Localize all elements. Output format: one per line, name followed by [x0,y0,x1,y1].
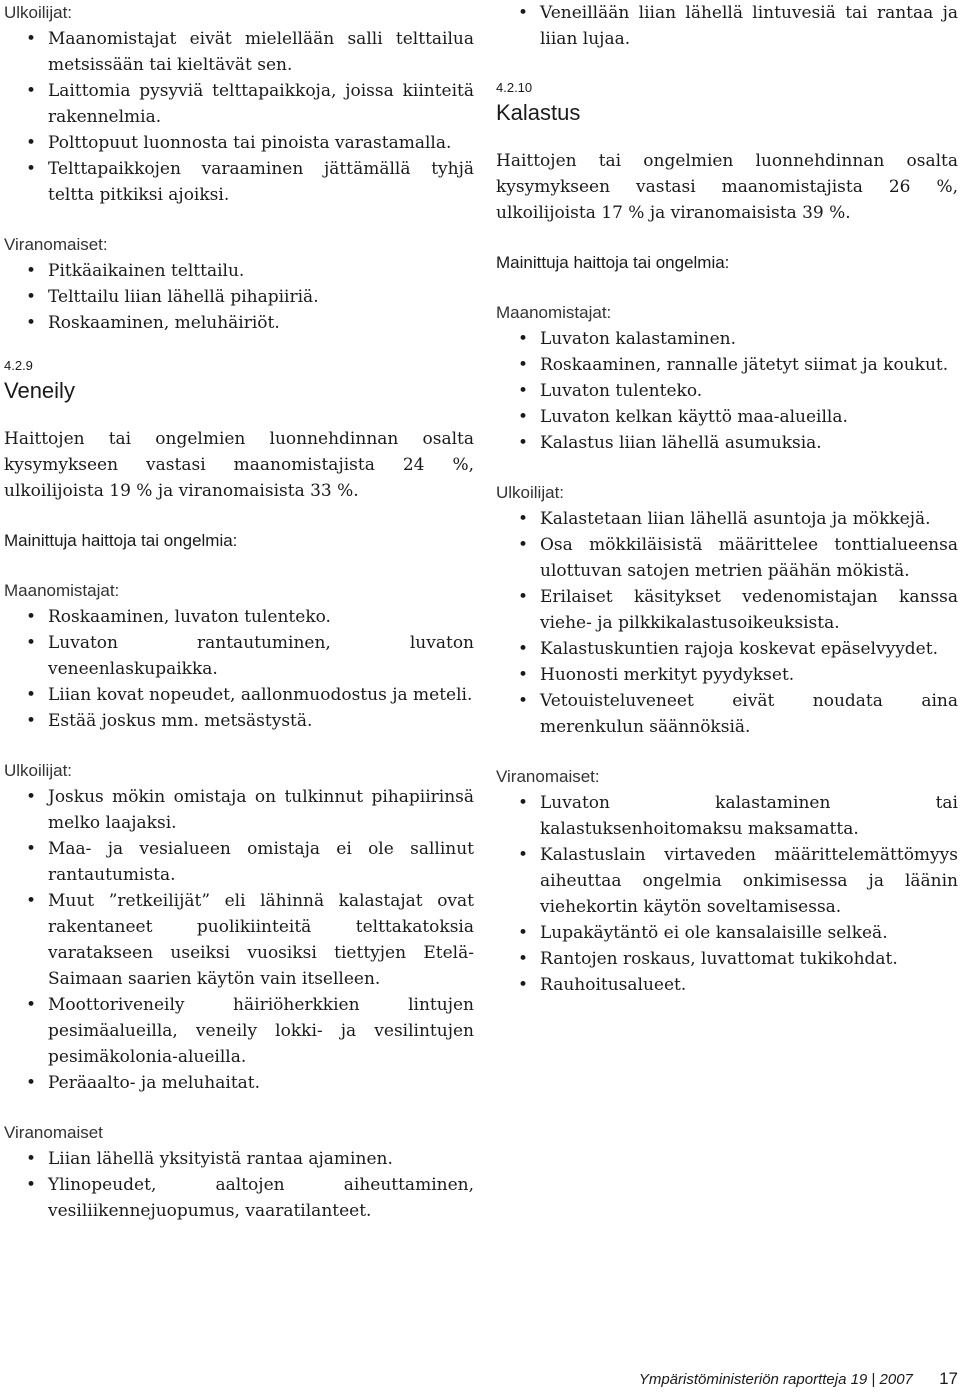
list-item: • Muut ”retkeilijät” eli lähinnä kalastajat ovat rakentaneet puolikiinteitä telttakatoksia varatakseen useiksi vuosiksi tiettyjen Etelä-Saimaan saarien käytön vain itselleen. [4,888,474,992]
list-item: • Peräaalto- ja meluhaitat. [4,1070,474,1096]
bullet-list-viranomaiset [4,1146,474,1224]
list-item: • Veneillään liian lähellä lintuvesiä tai rantaa ja liian lujaa. [496,0,958,52]
section-title: Kalastus [496,100,581,125]
publication-year: 2007 [879,1371,913,1388]
group-label-viranomaiset: Viranomaiset [4,1123,103,1142]
list-item: • Joskus mökin omistaja on tulkinnut pihapiirinsä melko laajaksi. [4,784,474,836]
page-number: 17 [939,1369,958,1388]
group-label-maanomistajat: Maanomistajat: [496,303,612,322]
group-label-maanomistajat: Maanomistajat: [4,581,120,600]
list-item: • Luvaton tulenteko. [496,378,958,404]
group-label-viranomaiset: Viranomaiset: [496,767,600,786]
list-item: • Luvaton kalastaminen tai kalastuksenhoitomaksu maksamatta. [496,790,958,842]
list-item: • Rantojen roskaus, luvattomat tukikohdat. [496,946,958,972]
bullet-list-ulkoilijat [4,784,474,1096]
list-item: • Pitkäaikainen telttailu. [4,258,474,284]
list-item: • Huonosti merkityt pyydykset. [496,662,958,688]
bullet-list-viranomaiset [496,790,958,998]
list-item: • Laittomia pysyviä telttapaikkoja, joissa kiinteitä rakennelmia. [4,78,474,130]
footer-divider: | [871,1371,880,1388]
list-item: • Maa- ja vesialueen omistaja ei ole sallinut rantautumista. [4,836,474,888]
list-item: • Roskaaminen, luvaton tulenteko. [4,604,474,630]
list-item: • Moottoriveneily häiriöherkkien lintujen pesimäalueilla, veneily lokki- ja vesilintujen pesimäkolonia-alueilla. [4,992,474,1070]
page-footer [560,1368,958,1391]
list-item: • Rauhoitusalueet. [496,972,958,998]
bullet-list-viranomaiset [4,258,474,336]
list-item: • Vetouisteluveneet eivät noudata aina merenkulun säännöksiä. [496,688,958,740]
list-item: • Luvaton kalastaminen. [496,326,958,352]
list-item: • Kalastetaan liian lähellä asuntoja ja mökkejä. [496,506,958,532]
section-number: 4.2.9 [4,358,33,373]
list-item: • Ylinopeudet, aaltojen aiheuttaminen, vesiliikennejuopumus, vaaratilanteet. [4,1172,474,1224]
list-item: • Polttopuut luonnosta tai pinoista varastamalla. [4,130,474,156]
section-subhead: Mainittuja haittoja tai ongelmia: [4,531,238,550]
list-item: • Osa mökkiläisistä määrittelee tonttialueensa ulottuvan satojen metrien päähän mökistä. [496,532,958,584]
section-number: 4.2.10 [496,80,533,95]
bullet-list-ulkoilijat [496,506,958,740]
list-item: • Kalastus liian lähellä asumuksia. [496,430,958,456]
group-label-ulkoilijat: Ulkoilijat: [496,483,565,502]
list-item: • Erilaiset käsitykset vedenomistajan kanssa viehe- ja pilkkikalastusoikeuksista. [496,584,958,636]
left-column [4,0,474,1224]
bullet-list-maanomistajat [4,604,474,734]
group-label-viranomaiset: Viranomaiset: [4,235,108,254]
list-item: • Roskaaminen, rannalle jätetyt siimat ja koukut. [496,352,958,378]
group-label-ulkoilijat: Ulkoilijat: [4,761,73,780]
list-item: • Telttapaikkojen varaaminen jättämällä tyhjä teltta pitkiksi ajoiksi. [4,156,474,208]
list-item: • Luvaton kelkan käyttö maa-alueilla. [496,404,958,430]
section-intro: Haittojen tai ongelmien luonnehdinnan osalta kysymykseen vastasi maanomistajista 24 %, ulkoilijoista 19 % ja viranomaisista 33 %. [4,429,474,501]
bullet-list-continued [496,0,958,52]
list-item: • Kalastuskuntien rajoja koskevat epäselvyydet. [496,636,958,662]
section-subhead: Mainittuja haittoja tai ongelmia: [496,253,730,272]
bullet-list-maanomistajat [496,326,958,456]
list-item: • Maanomistajat eivät mielellään salli telttailua metsissään tai kieltävät sen. [4,26,474,78]
list-item: • Estää joskus mm. metsästystä. [4,708,474,734]
list-item: • Luvaton rantautuminen, luvaton veneenlaskupaikka. [4,630,474,682]
list-item: • Telttailu liian lähellä pihapiiriä. [4,284,474,310]
list-item: • Kalastuslain virtaveden määrittelemättömyys aiheuttaa ongelmia onkimisessa ja läänin viehekortin käytön soveltamisessa. [496,842,958,920]
section-intro: Haittojen tai ongelmien luonnehdinnan osalta kysymykseen vastasi maanomistajista 26 %, ulkoilijoista 17 % ja viranomaisista 39 %. [496,151,958,223]
group-label-ulkoilijat: Ulkoilijat: [4,3,73,22]
publication-name: Ympäristöministeriön raportteja 19 [638,1371,868,1388]
list-item: • Lupakäytäntö ei ole kansalaisille selkeä. [496,920,958,946]
list-item: • Liian kovat nopeudet, aallonmuodostus ja meteli. [4,682,474,708]
section-title: Veneily [4,378,75,403]
list-item: • Roskaaminen, meluhäiriöt. [4,310,474,336]
bullet-list-ulkoilijat [4,26,474,208]
list-item: • Liian lähellä yksityistä rantaa ajaminen. [4,1146,474,1172]
right-column [496,0,958,998]
